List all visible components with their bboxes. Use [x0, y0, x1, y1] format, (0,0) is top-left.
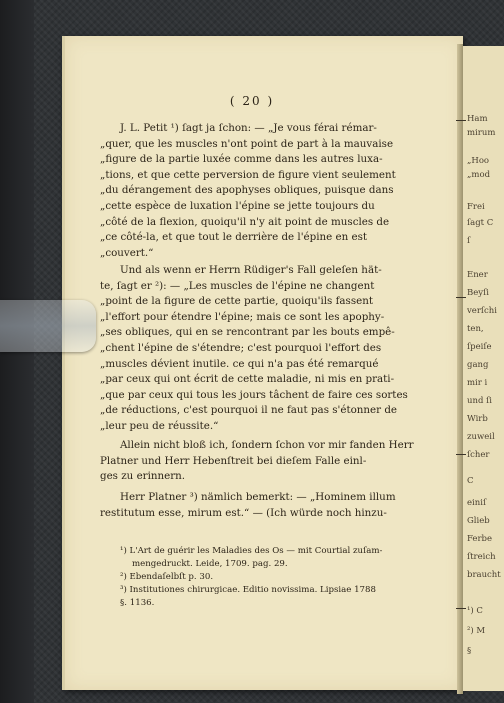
text-line: Herr Platner ³) nämlich bemerkt: — „Hominem illum: [120, 491, 396, 503]
paragraph-platner-hebenstreit: [100, 438, 418, 485]
footnote-1: ¹) L'Art de guérir les Maladies des Os — mit Courtial zuſam-: [120, 546, 383, 556]
text-line: Und als wenn er Herrn Rüdiger's Fall geleſen hät-: [120, 264, 382, 276]
text-line: „par ceux qui ont écrit de cette maladie, ni mis en prati-: [100, 373, 395, 386]
facing-text: ten,: [467, 324, 484, 334]
facing-text: verſchi: [467, 306, 497, 316]
facing-text: C: [467, 476, 474, 486]
text-line: te, ſagt er ²): — „Les muscles de l'épine ne changent: [100, 279, 375, 292]
text-line: Allein nicht bloß ich, ſondern ſchon vor mir fanden Herr: [120, 439, 414, 451]
text-line: „côté de la flexion, quoiqu'il n'y ait point de muscles de: [100, 215, 390, 228]
facing-text: gang: [467, 360, 489, 370]
text-line: „cette espèce de luxation l'épine se jette toujours du: [100, 199, 375, 212]
page-mark: [456, 297, 466, 298]
footnote-1-cont: mengedruckt. Leide, 1709. pag. 29.: [132, 559, 288, 569]
facing-text: ¹) C: [467, 606, 483, 616]
paragraph-ruediger-case: [100, 263, 418, 435]
text-line: ges zu erinnern.: [100, 470, 186, 483]
facing-text: Frei: [467, 202, 485, 212]
text-line: „du dérangement des apophyses obliques, puisque dans: [100, 184, 394, 197]
facing-page-fragment: [463, 46, 504, 691]
text-line: „ce côté-la, et que tout le derrière de l'épine en est: [100, 231, 368, 244]
paragraph-platner-remark: [100, 490, 418, 521]
page-number: ( 20 ): [229, 94, 275, 108]
text-line: Platner und Herr Hebenſtreit bei dieſem Falle einl-: [100, 454, 367, 467]
facing-text: braucht: [467, 570, 501, 580]
text-line: „leur peu de réussite.“: [100, 419, 219, 432]
text-line: „que par ceux qui tous les jours tâchent de faire ces sortes: [100, 388, 408, 401]
text-line: „point de la figure de cette partie, quoiqu'ils fassent: [100, 295, 373, 308]
facing-text: „mod: [467, 170, 491, 180]
facing-text: mir i: [467, 378, 488, 388]
facing-text: Glieb: [467, 516, 490, 526]
text-line: „quer, que les muscles n'ont point de part à la mauvaise: [100, 137, 394, 150]
facing-text: ſtreich: [467, 552, 496, 562]
page-mark: [456, 608, 466, 609]
facing-text: ²) M: [467, 626, 486, 636]
text-line: „l'effort pour étendre l'épine; mais ce sont les apophy-: [100, 310, 385, 323]
facing-text: mirum: [467, 128, 496, 138]
facing-text: ſagt C: [467, 218, 494, 228]
facing-text: zuweil: [467, 432, 495, 442]
text-line: „muscles dévient inutile. ce qui n'a pas été remarqué: [100, 357, 379, 370]
binder-clip: [0, 300, 96, 352]
facing-text: „Hoo: [467, 156, 490, 166]
text-line: J. L. Petit ¹) ſagt ja ſchon: — „Je vous férai rémar-: [120, 122, 377, 134]
page-mark: [456, 454, 466, 455]
facing-text: Beyſi: [467, 288, 489, 298]
facing-text: ſpeiſe: [467, 342, 492, 352]
facing-text: und ſi: [467, 396, 492, 406]
text-line: „figure de la partie luxée comme dans les autres luxa-: [100, 153, 383, 166]
facing-text: Ener: [467, 270, 488, 280]
paragraph-petit-quote: [100, 121, 418, 261]
text-line: „chent l'épine de s'étendre; c'est pourquoi l'effort des: [100, 341, 382, 354]
facing-text: Ham: [467, 114, 488, 124]
text-line: restitutum esse, mirum est.“ — (Ich würde noch hinzu-: [100, 506, 387, 519]
footnote-3: ³) Institutiones chirurgicae. Editio novissima. Lipsiae 1788: [120, 585, 376, 595]
facing-text: Ferbe: [467, 534, 492, 544]
text-line: „couvert.“: [100, 246, 154, 259]
text-line: „de réductions, c'est pourquoi il ne faut pas s'étonner de: [100, 404, 398, 417]
footnotes: [100, 545, 420, 610]
facing-text: einiſ: [467, 498, 487, 508]
text-line: „tions, et que cette perversion de figure vient seulement: [100, 168, 396, 181]
text-line: „ses obliques, qui en se rencontrant par les bouts empê-: [100, 326, 395, 339]
facing-text: §: [467, 646, 472, 656]
facing-text: Wirb: [467, 414, 488, 424]
facing-text: ſ: [467, 236, 471, 246]
facing-text: ſcher: [467, 450, 490, 460]
page-mark: [456, 120, 466, 121]
footnote-2: ²) Ebendaſelbſt p. 30.: [120, 572, 214, 582]
footnote-3-cont: §. 1136.: [120, 598, 155, 608]
